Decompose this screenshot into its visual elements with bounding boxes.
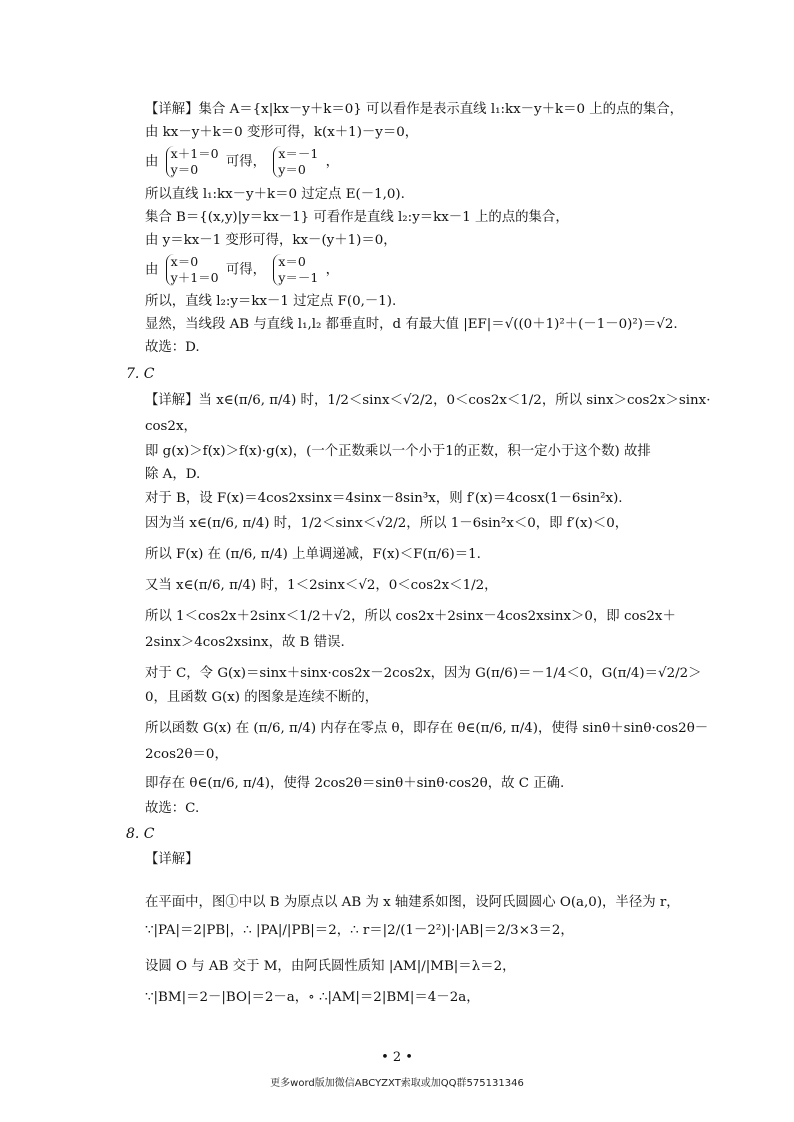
- solution-7-line-16: 故选：C.: [145, 801, 200, 816]
- solution-7-line-11: 对于 C，令 G(x)＝sinx＋sinx·cos2x－2cos2x，因为 G(π/6)＝－1/4＜0，G(π/4)＝√2/2＞: [145, 666, 702, 681]
- solution-7-line-1: 【详解】当 x∈(π/6, π/4) 时，1/2＜sinx＜√2/2，0＜cos2x＜1/2，所以 sinx＞cos2x＞sinx·: [145, 393, 711, 408]
- solution-7-line-3: 即 g(x)＞f(x)＞f(x)·g(x)，(一个正数乘以一个小于1的正数，积一定小于这个数) 故排: [145, 444, 651, 459]
- solution-8-line-3: 设圆 O 与 AB 交于 M，由阿氏圆性质知 |AM|/|MB|＝λ＝2，: [145, 959, 516, 974]
- solution-7-line-5: 对于 B，设 F(x)＝4cos2xsinx＝4sinx－8sin³x，则 f′(x)＝4cosx(1－6sin²x).: [145, 491, 623, 506]
- solution-7-line-15: 即存在 θ∈(π/6, π/4)，使得 2cos2θ＝sinθ＋sinθ·cos2θ，故 C 正确.: [145, 776, 565, 791]
- question-8-number: 8. C: [126, 826, 155, 842]
- solution-7-line-2: cos2x，: [145, 419, 197, 434]
- solution-7-line-10: 2sinx＞4cos2xsinx，故 B 错误.: [145, 635, 345, 650]
- solution-8-heading: 【详解】: [145, 852, 199, 867]
- solution-7-line-9: 所以 1＜cos2x＋2sinx＜1/2＋√2，所以 cos2x＋2sinx－4cos2xsinx＞0，即 cos2x＋: [145, 609, 676, 624]
- solution-8-line-1: 在平面中，图①中以 B 为原点以 AB 为 x 轴建系如图，设阿氏圆圆心 O(a,0)，半径为 r，: [145, 895, 680, 910]
- page-number: • 2 •: [381, 1050, 413, 1065]
- equation-system: x＝0 y＝－1: [273, 254, 318, 286]
- solution-6-line-8: 所以，直线 l₂:y＝kx－1 过定点 F(0,－1).: [145, 294, 397, 309]
- solution-6-line-10: 故选：D.: [145, 340, 200, 355]
- solution-6-line-2: 由 kx－y＋k＝0 变形可得，k(x＋1)－y＝0，: [145, 125, 419, 140]
- solution-7-line-8: 又当 x∈(π/6, π/4) 时，1＜2sinx＜√2，0＜cos2x＜1/2，: [145, 578, 498, 593]
- solution-6-line-1: 【详解】集合 A＝{x|kx－y＋k＝0} 可以看作是表示直线 l₁:kx－y＋k＝0 上的点的集合，: [145, 102, 684, 117]
- footer-note: 更多word版加微信ABCYZXT索取或加QQ群575131346: [270, 1078, 524, 1089]
- solution-8-line-4: ∵|BM|＝2－|BO|＝2－a，∘ ∴|AM|＝2|BM|＝4－2a，: [145, 990, 480, 1005]
- solution-7-line-14: 2cos2θ＝0，: [145, 747, 228, 762]
- question-7-number: 7. C: [126, 366, 155, 382]
- equation-system: x＋1＝0 y＝0: [166, 146, 219, 178]
- solution-7-line-6: 因为当 x∈(π/6, π/4) 时，1/2＜sinx＜√2/2，所以 1－6sin²x＜0，即 f′(x)＜0，: [145, 516, 629, 531]
- solution-6-line-7: 由 x＝0 y＋1＝0 可得， x＝0 y＝－1 ，: [145, 254, 339, 285]
- solution-8-line-2: ∵|PA|＝2|PB|，∴ |PA|/|PB|＝2，∴ r＝|2/(1－2²)|·|AB|＝2/3×3＝2，: [145, 923, 574, 938]
- solution-7-line-7: 所以 F(x) 在 (π/6, π/4) 上单调递减，F(x)＜F(π/6)＝1.: [145, 547, 481, 562]
- solution-6-line-3: 由 x＋1＝0 y＝0 可得， x＝－1 y＝0 ，: [145, 146, 339, 177]
- equation-system: x＝0 y＋1＝0: [166, 254, 219, 286]
- solution-7-line-13: 所以函数 G(x) 在 (π/6, π/4) 内存在零点 θ，即存在 θ∈(π/6, π/4)，使得 sinθ＋sinθ·cos2θ－: [145, 721, 709, 736]
- solution-6-line-5: 集合 B＝{(x,y)|y＝kx－1} 可看作是直线 l₂:y＝kx－1 上的点的集合，: [145, 210, 569, 225]
- solution-6-line-4: 所以直线 l₁:kx－y＋k＝0 过定点 E(－1,0).: [145, 187, 405, 202]
- solution-7-line-4: 除 A，D.: [145, 467, 201, 482]
- solution-7-line-12: 0，且函数 G(x) 的图象是连续不断的，: [145, 690, 379, 705]
- solution-6-line-6: 由 y＝kx－1 变形可得，kx－(y＋1)＝0，: [145, 233, 397, 248]
- solution-6-line-9: 显然，当线段 AB 与直线 l₁,l₂ 都垂直时，d 有最大值 |EF|＝√((0＋1)²＋(－1－0)²)＝√2.: [145, 317, 678, 332]
- equation-system: x＝－1 y＝0: [273, 146, 318, 178]
